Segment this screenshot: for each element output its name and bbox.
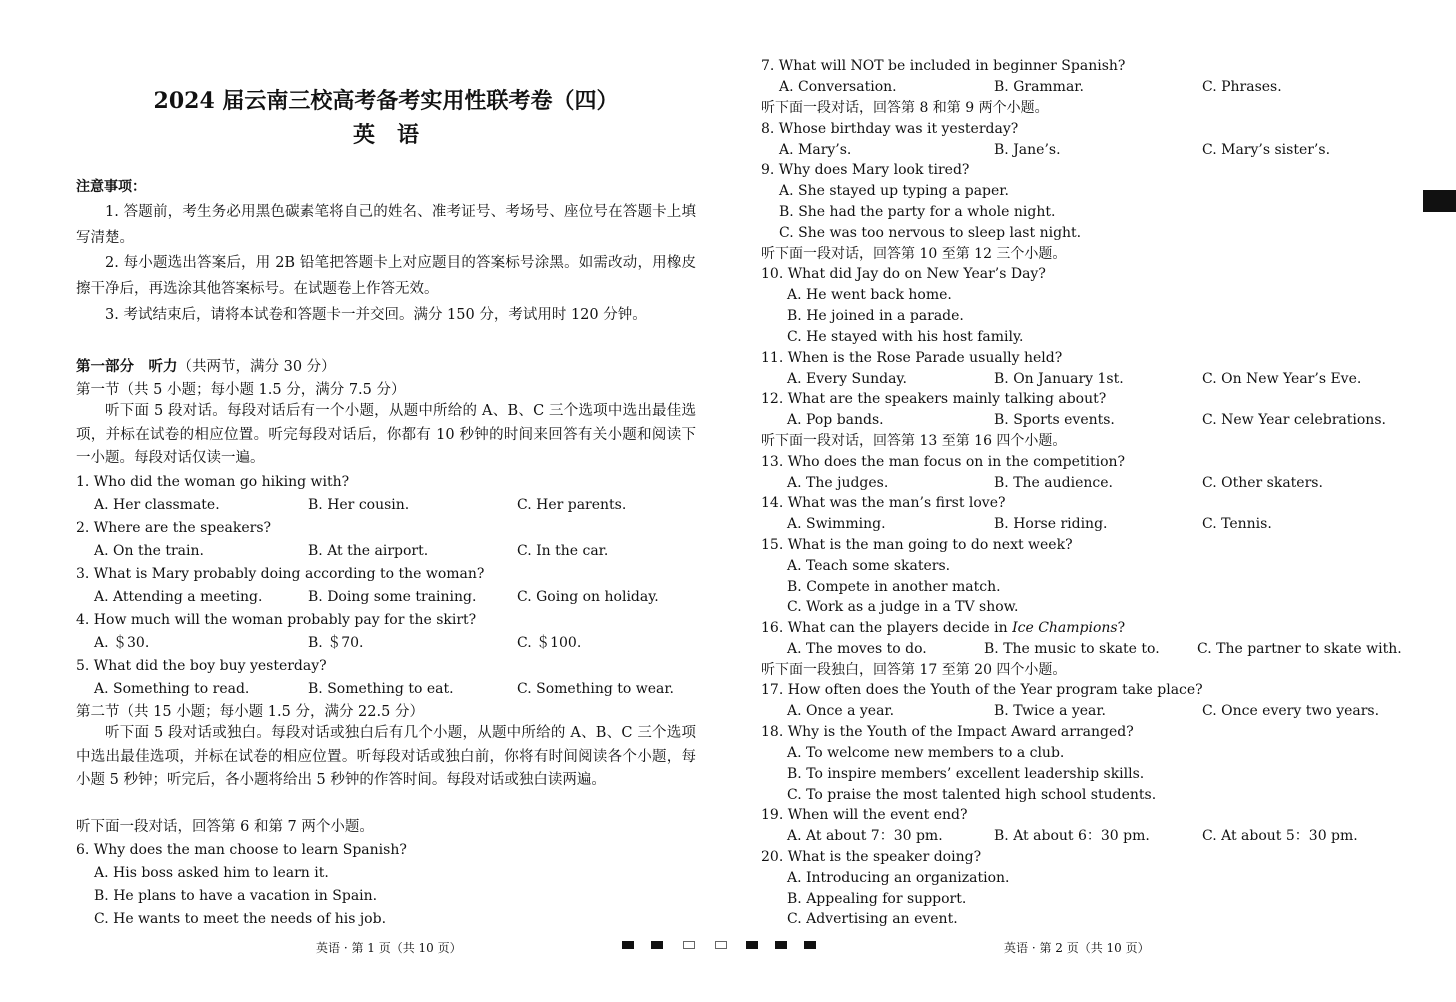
q11-option-a: A. Every Sunday. — [787, 371, 907, 387]
q2-option-a: A. On the train. — [94, 543, 204, 559]
question-9: 9. Why does Mary look tired? — [761, 162, 970, 178]
dialog-8-9-note: 听下面一段对话，回答第 8 和第 9 两个小题。 — [761, 100, 1049, 116]
notice-item-2: 2. 每小题选出答案后，用 2B 铅笔把答题卡上对应题目的答案标号涂黑。如需改动，用橡皮擦干净后，再选涂其他答案标号。在试题卷上作答无效。 — [76, 255, 696, 297]
q4-option-c: C. ＄100. — [517, 635, 582, 651]
q4-option-b: B. ＄70. — [308, 635, 364, 651]
question-10: 10. What did Jay do on New Year’s Day? — [761, 266, 1046, 282]
question-6: 6. Why does the man choose to learn Spanish? — [76, 842, 407, 858]
q3-option-b: B. Doing some training. — [308, 589, 477, 605]
mark-filled — [651, 941, 663, 949]
q5-option-c: C. Something to wear. — [517, 681, 674, 697]
q7-option-c: C. Phrases. — [1202, 79, 1282, 95]
q9-option-a: A. She stayed up typing a paper. — [779, 183, 1009, 199]
q6-option-a: A. His boss asked him to learn it. — [94, 865, 329, 881]
q14-option-a: A. Swimming. — [787, 516, 886, 532]
q5-option-a: A. Something to read. — [94, 681, 250, 697]
q20-option-b: B. Appealing for support. — [787, 891, 967, 907]
q15-option-b: B. Compete in another match. — [787, 579, 1001, 595]
question-4: 4. How much will the woman probably pay for the skirt? — [76, 612, 477, 628]
q20-option-a: A. Introducing an organization. — [787, 870, 1010, 886]
question-8: 8. Whose birthday was it yesterday? — [761, 121, 1019, 137]
part1-heading — [76, 358, 336, 376]
q7-option-b: B. Grammar. — [994, 79, 1084, 95]
section2-instructions: 听下面 5 段对话或独白。每段对话或独白后有几个小题，从题中所给的 A、B、C 三个选项中选出最佳选项，并标在试卷的相应位置。听每段对话或独白前，你将有时间阅读各个小题，每小题 5 秒钟；听完后，各小题将给出 5 秒钟的作答时间。每段对话或独白读两遍。 — [76, 725, 696, 788]
q9-option-b: B. She had the party for a whole night. — [779, 204, 1056, 220]
q3-option-c: C. Going on holiday. — [517, 589, 659, 605]
q16-option-c: C. The partner to skate with. — [1197, 641, 1402, 657]
q14-option-c: C. Tennis. — [1202, 516, 1272, 532]
mark-filled — [775, 941, 787, 949]
q8-option-c: C. Mary’s sister’s. — [1202, 142, 1331, 158]
q14-option-b: B. Horse riding. — [994, 516, 1108, 532]
question-16-mark: ? — [1117, 620, 1126, 636]
footer-page-1: 英语 · 第 1 页（共 10 页） — [316, 941, 462, 955]
question-11: 11. When is the Rose Parade usually held? — [761, 350, 1063, 366]
q17-option-c: C. Once every two years. — [1202, 703, 1380, 719]
q8-option-b: B. Jane’s. — [994, 142, 1061, 158]
edge-tab-mark — [1423, 190, 1456, 212]
q1-option-a: A. Her classmate. — [94, 497, 220, 513]
section1-instructions: 听下面 5 段对话。每段对话后有一个小题，从题中所给的 A、B、C 三个选项中选出最佳选项，并标在试卷的相应位置。听完每段对话后，你都有 10 秒钟的时间来回答有关小题和阅读下一小题。每段对话仅读一遍。 — [76, 403, 696, 466]
question-12: 12. What are the speakers mainly talking about? — [761, 391, 1107, 407]
q11-option-b: B. On January 1st. — [994, 371, 1124, 387]
question-18: 18. Why is the Youth of the Impact Award arranged? — [761, 724, 1134, 740]
q2-option-b: B. At the airport. — [308, 543, 429, 559]
q4-option-a: A. ＄30. — [94, 635, 150, 651]
part1-heading-rest: （共两节，满分 30 分） — [177, 359, 336, 375]
question-14: 14. What was the man’s first love? — [761, 495, 1006, 511]
q6-option-b: B. He plans to have a vacation in Spain. — [94, 888, 378, 904]
monologue-17-20-note: 听下面一段独白，回答第 17 至第 20 四个小题。 — [761, 662, 1067, 678]
q10-option-c: C. He stayed with his host family. — [787, 329, 1024, 345]
q19-option-a: A. At about 7：30 pm. — [787, 828, 943, 844]
q12-option-c: C. New Year celebrations. — [1202, 412, 1386, 428]
show-title-ice-champions: Ice Champions — [1012, 620, 1118, 636]
part1-heading-bold: 第一部分 听力 — [76, 358, 178, 375]
notice-heading: 注意事项： — [76, 179, 146, 195]
mark-empty — [715, 941, 727, 949]
question-19: 19. When will the event end? — [761, 807, 968, 823]
q7-option-a: A. Conversation. — [779, 79, 897, 95]
question-3: 3. What is Mary probably doing according to the woman? — [76, 566, 485, 582]
q1-option-c: C. Her parents. — [517, 497, 627, 513]
q16-option-a: A. The moves to do. — [787, 641, 927, 657]
section1-title: 第一节（共 5 小题；每小题 1.5 分，满分 7.5 分） — [76, 382, 406, 398]
q15-option-a: A. Teach some skaters. — [787, 558, 951, 574]
exam-title: 2024 届云南三校高考备考实用性联考卷（四） — [153, 88, 619, 114]
question-15: 15. What is the man going to do next week? — [761, 537, 1073, 553]
q18-option-a: A. To welcome new members to a club. — [787, 745, 1065, 761]
q16-option-b: B. The music to skate to. — [984, 641, 1160, 657]
dialog-13-16-note: 听下面一段对话，回答第 13 至第 16 四个小题。 — [761, 433, 1067, 449]
q2-option-c: C. In the car. — [517, 543, 609, 559]
q18-option-b: B. To inspire members’ excellent leadership skills. — [787, 766, 1145, 782]
question-1: 1. Who did the woman go hiking with? — [76, 474, 350, 490]
q1-option-b: B. Her cousin. — [308, 497, 410, 513]
notice-item-1: 1. 答题前，考生务必用黑色碳素笔将自己的姓名、准考证号、考场号、座位号在答题卡上填写清楚。 — [76, 204, 696, 246]
footer-page-2: 英语 · 第 2 页（共 10 页） — [1004, 941, 1150, 955]
dialog-6-7-note: 听下面一段对话，回答第 6 和第 7 两个小题。 — [76, 819, 374, 835]
section2-title: 第二节（共 15 小题；每小题 1.5 分，满分 22.5 分） — [76, 704, 424, 720]
q10-option-a: A. He went back home. — [787, 287, 952, 303]
q12-option-b: B. Sports events. — [994, 412, 1115, 428]
q20-option-c: C. Advertising an event. — [787, 911, 958, 927]
q15-option-c: C. Work as a judge in a TV show. — [787, 599, 1019, 615]
q9-option-c: C. She was too nervous to sleep last night. — [779, 225, 1082, 241]
q12-option-a: A. Pop bands. — [787, 412, 884, 428]
q17-option-a: A. Once a year. — [787, 703, 895, 719]
q19-option-c: C. At about 5：30 pm. — [1202, 828, 1358, 844]
dialog-10-12-note: 听下面一段对话，回答第 10 至第 12 三个小题。 — [761, 246, 1067, 262]
question-20: 20. What is the speaker doing? — [761, 849, 982, 865]
q13-option-a: A. The judges. — [787, 475, 889, 491]
q13-option-c: C. Other skaters. — [1202, 475, 1323, 491]
q11-option-c: C. On New Year’s Eve. — [1202, 371, 1362, 387]
mark-filled — [804, 941, 816, 949]
subject-title: 英 语 — [352, 122, 419, 148]
mark-empty — [683, 941, 695, 949]
q8-option-a: A. Mary’s. — [779, 142, 852, 158]
q10-option-b: B. He joined in a parade. — [787, 308, 964, 324]
question-7: 7. What will NOT be included in beginner Spanish? — [761, 58, 1126, 74]
q18-option-c: C. To praise the most talented high school students. — [787, 787, 1157, 803]
q13-option-b: B. The audience. — [994, 475, 1113, 491]
notice-item-3: 3. 考试结束后，请将本试卷和答题卡一并交回。满分 150 分，考试用时 120 分钟。 — [105, 307, 647, 323]
q3-option-a: A. Attending a meeting. — [94, 589, 263, 605]
question-16-text: 16. What can the players decide in — [761, 620, 1013, 636]
question-5: 5. What did the boy buy yesterday? — [76, 658, 327, 674]
q6-option-c: C. He wants to meet the needs of his job. — [94, 911, 387, 927]
question-17: 17. How often does the Youth of the Year program take place? — [761, 682, 1203, 698]
q17-option-b: B. Twice a year. — [994, 703, 1107, 719]
question-13: 13. Who does the man focus on in the competition? — [761, 454, 1126, 470]
q5-option-b: B. Something to eat. — [308, 681, 454, 697]
question-16 — [761, 619, 1125, 637]
mark-filled — [746, 941, 758, 949]
question-2: 2. Where are the speakers? — [76, 520, 272, 536]
mark-filled — [622, 941, 634, 949]
q19-option-b: B. At about 6：30 pm. — [994, 828, 1150, 844]
